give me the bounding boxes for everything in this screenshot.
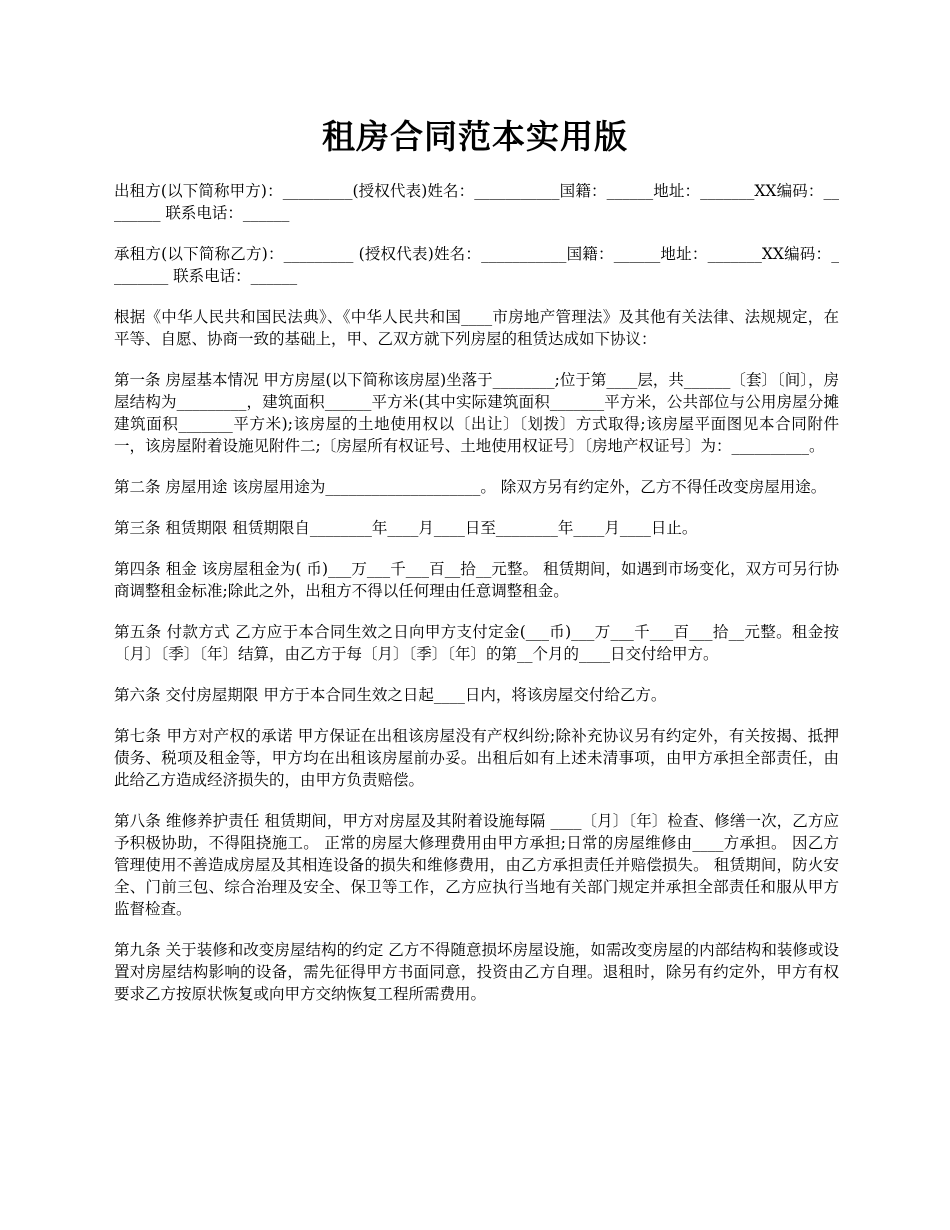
- paragraph-legal-basis: 根据《中华人民共和国民法典》、《中华人民共和国____市房地产管理法》及其他有关法律、法规规定，在平等、自愿、协商一致的基础上，甲、乙双方就下列房屋的租赁达成如下协议：: [114, 308, 839, 348]
- paragraph-article-3: 第三条 租赁期限 租赁期限自________年____月____日至________年____月____日止。: [114, 519, 698, 537]
- document-body: [114, 180, 839, 1024]
- paragraph-article-7: 第七条 甲方对产权的承诺 甲方保证在出租该房屋没有产权纠纷;除补充协议另有约定外，有关按揭、抵押债务、税项及租金等，甲方均在出租该房屋前办妥。出租后如有上述未清事项，由甲方承担全部责任，由此给乙方造成经济损失的，由甲方负责赔偿。: [114, 727, 839, 789]
- paragraph-article-5: 第五条 付款方式 乙方应于本合同生效之日向甲方支付定金(___币)___万___千___百___拾__元整。租金按〔月〕〔季〕〔年〕结算，由乙方于每〔月〕〔季〕〔年〕的第__个月的____日交付给甲方。: [114, 623, 839, 663]
- paragraph-lessee-info: 承租方(以下简称乙方)：_________ (授权代表)姓名：___________国籍：______地址：_______XX编码：________ 联系电话：______: [114, 245, 839, 285]
- paragraph-article-4: 第四条 租金 该房屋租金为( 币)___万___千___百__拾__元整。 租赁期间，如遇到市场变化，双方可另行协商调整租金标准;除此之外，出租方不得以任何理由任意调整租金。: [114, 560, 839, 600]
- document-title: 租房合同范本实用版: [322, 117, 628, 156]
- paragraph-article-9: 第九条 关于装修和改变房屋结构的约定 乙方不得随意损坏房屋设施，如需改变房屋的内部结构和装修或设置对房屋结构影响的设备，需先征得甲方书面同意，投资由乙方自理。退租时，除另有约定外，甲方有权要求乙方按原状恢复或向甲方交纳恢复工程所需费用。: [114, 941, 839, 1003]
- paragraph-article-6: 第六条 交付房屋期限 甲方于本合同生效之日起____日内，将该房屋交付给乙方。: [114, 686, 667, 704]
- paragraph-article-2: 第二条 房屋用途 该房屋用途为____________________。 除双方另有约定外，乙方不得任改变房屋用途。: [114, 478, 827, 496]
- paragraph-article-8: 第八条 维修养护责任 租赁期间，甲方对房屋及其附着设施每隔 ____〔月〕〔年〕检查、修缮一次，乙方应予积极协助，不得阻挠施工。 正常的房屋大修理费用由甲方承担;日常的房屋维修由____方承担。 因乙方管理使用不善造成房屋及其相连设备的损失和维修费用，由乙方承担责任并赔偿损失。 租赁期间，防火安全、门前三包、综合治理及安全、保卫等工作，乙方应执行当地有关部门规定并承担全部责任和服从甲方监督检查。: [114, 812, 839, 918]
- paragraph-lessor-info: 出租方(以下简称甲方)：_________(授权代表)姓名：___________国籍：______地址：_______XX编码：________ 联系电话：______: [114, 182, 839, 222]
- paragraph-article-1: 第一条 房屋基本情况 甲方房屋(以下简称该房屋)坐落于________;位于第____层，共______〔套〕〔间〕，房屋结构为_________，建筑面积______平方米(其中实际建筑面积_______平方米，公共部位与公用房屋分摊建筑面积_______平方米);该房屋的土地使用权以〔出让〕〔划拨〕方式取得;该房屋平面图见本合同附件一，该房屋附着设施见附件二;〔房屋所有权证号、土地使用权证号〕〔房地产权证号〕为：__________。: [114, 371, 839, 455]
